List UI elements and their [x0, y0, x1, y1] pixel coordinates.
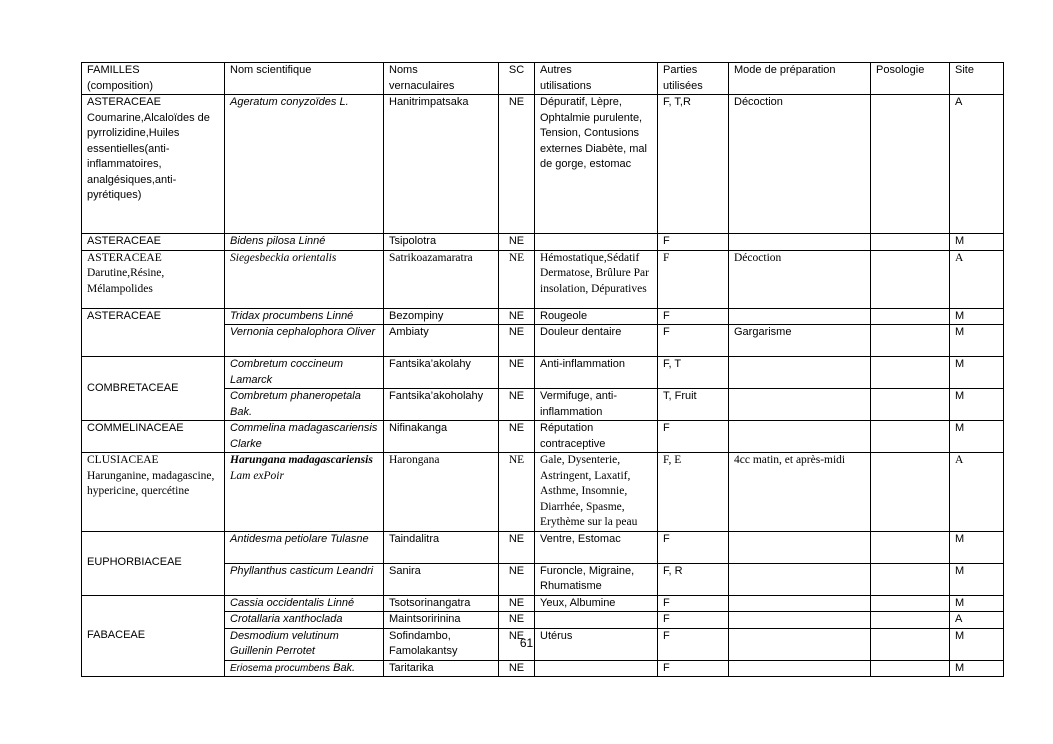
other-uses-cell [535, 612, 658, 629]
site-cell: M [950, 389, 1004, 421]
family-cell: ASTERACEAE Coumarine,Alcaloïdes de pyrrolizidine,Huiles essentielles(anti-inflammatoires, analgésiques,anti-pyrétiques) [82, 95, 225, 234]
sc-cell: NE [499, 357, 535, 389]
scientific-name-cell: Eriosema procumbens Bak. [225, 660, 384, 677]
site-cell: M [950, 308, 1004, 325]
sc-cell: NE [499, 234, 535, 251]
sc-cell: NE [499, 595, 535, 612]
scientific-name-cell: Combretum phaneropetala Bak. [225, 389, 384, 421]
sc-cell: NE [499, 325, 535, 357]
preparation-cell [729, 595, 871, 612]
scientific-name-cell: Crotallaria xanthoclada [225, 612, 384, 629]
vernacular-name-cell: Fantsika’akolahy [384, 357, 499, 389]
scientific-name-cell: Combretum coccineum Lamarck [225, 357, 384, 389]
table-row [82, 595, 1004, 612]
parts-used-cell: F [658, 250, 729, 308]
sc-header: SC [499, 63, 535, 95]
vernacular-name-cell: Hanitrimpatsaka [384, 95, 499, 234]
parts-used-cell: F [658, 531, 729, 563]
table-row [82, 250, 1004, 308]
site-cell: A [950, 250, 1004, 308]
site-cell: M [950, 421, 1004, 453]
parts-used-cell: F [658, 660, 729, 677]
preparation-header: Mode de préparation [729, 63, 871, 95]
parts-used-cell: F [658, 325, 729, 357]
vernacular-name-cell: Sofindambo, Famolakantsy [384, 628, 499, 660]
parts-used-cell: F, T,R [658, 95, 729, 234]
site-cell: M [950, 357, 1004, 389]
sc-cell: NE [499, 421, 535, 453]
sc-cell: NE [499, 95, 535, 234]
scientific-name-cell: Siegesbeckia orientalis [225, 250, 384, 308]
table-row [82, 421, 1004, 453]
other-uses-cell: Gale, Dysenterie, Astringent, Laxatif, Asthme, Insomnie, Diarrhée, Spasme, Erythème sur la peau [535, 453, 658, 532]
vernacular-name-cell: Bezompiny [384, 308, 499, 325]
vernacular-name-cell: Nifinakanga [384, 421, 499, 453]
family-cell: FABACEAE [82, 595, 225, 677]
table-row [82, 531, 1004, 563]
site-cell: M [950, 531, 1004, 563]
scientific-name-cell: Ageratum conyzoïdes L. [225, 95, 384, 234]
site-header: Site [950, 63, 1004, 95]
table-header-row [82, 63, 1004, 95]
preparation-cell: Décoction [729, 250, 871, 308]
family-cell: ASTERACEAE [82, 308, 225, 357]
other-uses-cell [535, 660, 658, 677]
vernacular-name-cell: Tsotsorinangatra [384, 595, 499, 612]
parts-used-cell: F [658, 612, 729, 629]
family-cell: COMBRETACEAE [82, 357, 225, 421]
site-cell: A [950, 95, 1004, 234]
other-uses-header: Autres utilisations [535, 63, 658, 95]
family-cell: COMMELINACEAE [82, 421, 225, 453]
sc-cell: NE [499, 453, 535, 532]
preparation-cell [729, 308, 871, 325]
sc-cell: NE [499, 389, 535, 421]
vernacular-name-cell: Tsipolotra [384, 234, 499, 251]
dosage-header: Posologie [871, 63, 950, 95]
famille-header: FAMILLES (composition) [82, 63, 225, 95]
dosage-cell [871, 234, 950, 251]
other-uses-cell: Réputation contraceptive [535, 421, 658, 453]
vernacular-names-header: Noms vernaculaires [384, 63, 499, 95]
table-row [82, 453, 1004, 532]
scientific-name-cell: Desmodium velutinum Guillenin Perrotet [225, 628, 384, 660]
scientific-name-cell: Harungana madagascariensis Lam exPoir [225, 453, 384, 532]
vernacular-name-cell: Ambiaty [384, 325, 499, 357]
parts-used-cell: F [658, 595, 729, 612]
parts-used-header: Parties utilisées [658, 63, 729, 95]
table-row [82, 308, 1004, 325]
site-cell: M [950, 563, 1004, 595]
table-row [82, 234, 1004, 251]
dosage-cell [871, 421, 950, 453]
site-cell: M [950, 660, 1004, 677]
other-uses-cell [535, 234, 658, 251]
other-uses-cell: Hémostatique,Sédatif Dermatose, Brûlure Par insolation, Dépuratives [535, 250, 658, 308]
dosage-cell [871, 357, 950, 389]
dosage-cell [871, 389, 950, 421]
parts-used-cell: F, R [658, 563, 729, 595]
family-cell: ASTERACEAE [82, 234, 225, 251]
other-uses-cell: Rougeole [535, 308, 658, 325]
preparation-cell: 4cc matin, et après-midi [729, 453, 871, 532]
site-cell: M [950, 325, 1004, 357]
vernacular-name-cell: Taindalitra [384, 531, 499, 563]
preparation-cell [729, 389, 871, 421]
plants-table [81, 62, 1004, 677]
other-uses-cell: Anti-inflammation [535, 357, 658, 389]
scientific-name-cell: Tridax procumbens Linné [225, 308, 384, 325]
other-uses-cell: Vermifuge, anti-inflammation [535, 389, 658, 421]
scientific-name-header: Nom scientifique [225, 63, 384, 95]
vernacular-name-cell: Harongana [384, 453, 499, 532]
scientific-name-cell: Vernonia cephalophora Oliver [225, 325, 384, 357]
preparation-cell [729, 531, 871, 563]
dosage-cell [871, 250, 950, 308]
dosage-cell [871, 660, 950, 677]
parts-used-cell: F [658, 234, 729, 251]
vernacular-name-cell: Satrikoazamaratra [384, 250, 499, 308]
table-row [82, 95, 1004, 234]
preparation-cell: Gargarisme [729, 325, 871, 357]
dosage-cell [871, 308, 950, 325]
dosage-cell [871, 612, 950, 629]
vernacular-name-cell: Maintsoririnina [384, 612, 499, 629]
site-cell: M [950, 234, 1004, 251]
scientific-name-cell: Cassia occidentalis Linné [225, 595, 384, 612]
vernacular-name-cell: Fantsika’akoholahy [384, 389, 499, 421]
other-uses-cell: Douleur dentaire [535, 325, 658, 357]
family-cell: CLUSIACEAE Harunganine, madagascine, hypericine, quercétine [82, 453, 225, 532]
parts-used-cell: F, T [658, 357, 729, 389]
scientific-name-cell: Antidesma petiolare Tulasne [225, 531, 384, 563]
sc-cell: NE [499, 563, 535, 595]
preparation-cell [729, 660, 871, 677]
parts-used-cell: F [658, 421, 729, 453]
preparation-cell: Décoction [729, 95, 871, 234]
other-uses-cell: Furoncle, Migraine, Rhumatisme [535, 563, 658, 595]
parts-used-cell: F [658, 628, 729, 660]
preparation-cell [729, 563, 871, 595]
sc-cell: NE [499, 660, 535, 677]
other-uses-cell: Utérus [535, 628, 658, 660]
sc-cell: NE [499, 612, 535, 629]
site-cell: M [950, 628, 1004, 660]
preparation-cell [729, 357, 871, 389]
scientific-name-cell: Commelina madagascariensis Clarke [225, 421, 384, 453]
family-cell: EUPHORBIACEAE [82, 531, 225, 595]
parts-used-cell: F [658, 308, 729, 325]
dosage-cell [871, 595, 950, 612]
family-cell: ASTERACEAE Darutine,Résine, Mélampolides [82, 250, 225, 308]
dosage-cell [871, 453, 950, 532]
sc-cell: NE [499, 308, 535, 325]
dosage-cell [871, 531, 950, 563]
dosage-cell [871, 95, 950, 234]
sc-cell: NE [499, 628, 535, 660]
site-cell: M [950, 595, 1004, 612]
other-uses-cell: Ventre, Estomac [535, 531, 658, 563]
sc-cell: NE [499, 531, 535, 563]
dosage-cell [871, 563, 950, 595]
parts-used-cell: F, E [658, 453, 729, 532]
parts-used-cell: T, Fruit [658, 389, 729, 421]
preparation-cell [729, 612, 871, 629]
sc-cell: NE [499, 250, 535, 308]
site-cell: A [950, 453, 1004, 532]
other-uses-cell: Yeux, Albumine [535, 595, 658, 612]
page-number: 61 [519, 636, 534, 650]
table-row [82, 357, 1004, 389]
site-cell: A [950, 612, 1004, 629]
preparation-cell [729, 234, 871, 251]
preparation-cell [729, 421, 871, 453]
scientific-name-cell: Phyllanthus casticum Leandri [225, 563, 384, 595]
scientific-name-cell: Bidens pilosa Linné [225, 234, 384, 251]
vernacular-name-cell: Sanira [384, 563, 499, 595]
dosage-cell [871, 325, 950, 357]
other-uses-cell: Dépuratif, Lèpre, Ophtalmie purulente, Tension, Contusions externes Diabète, mal de gorge, estomac [535, 95, 658, 234]
vernacular-name-cell: Taritarika [384, 660, 499, 677]
